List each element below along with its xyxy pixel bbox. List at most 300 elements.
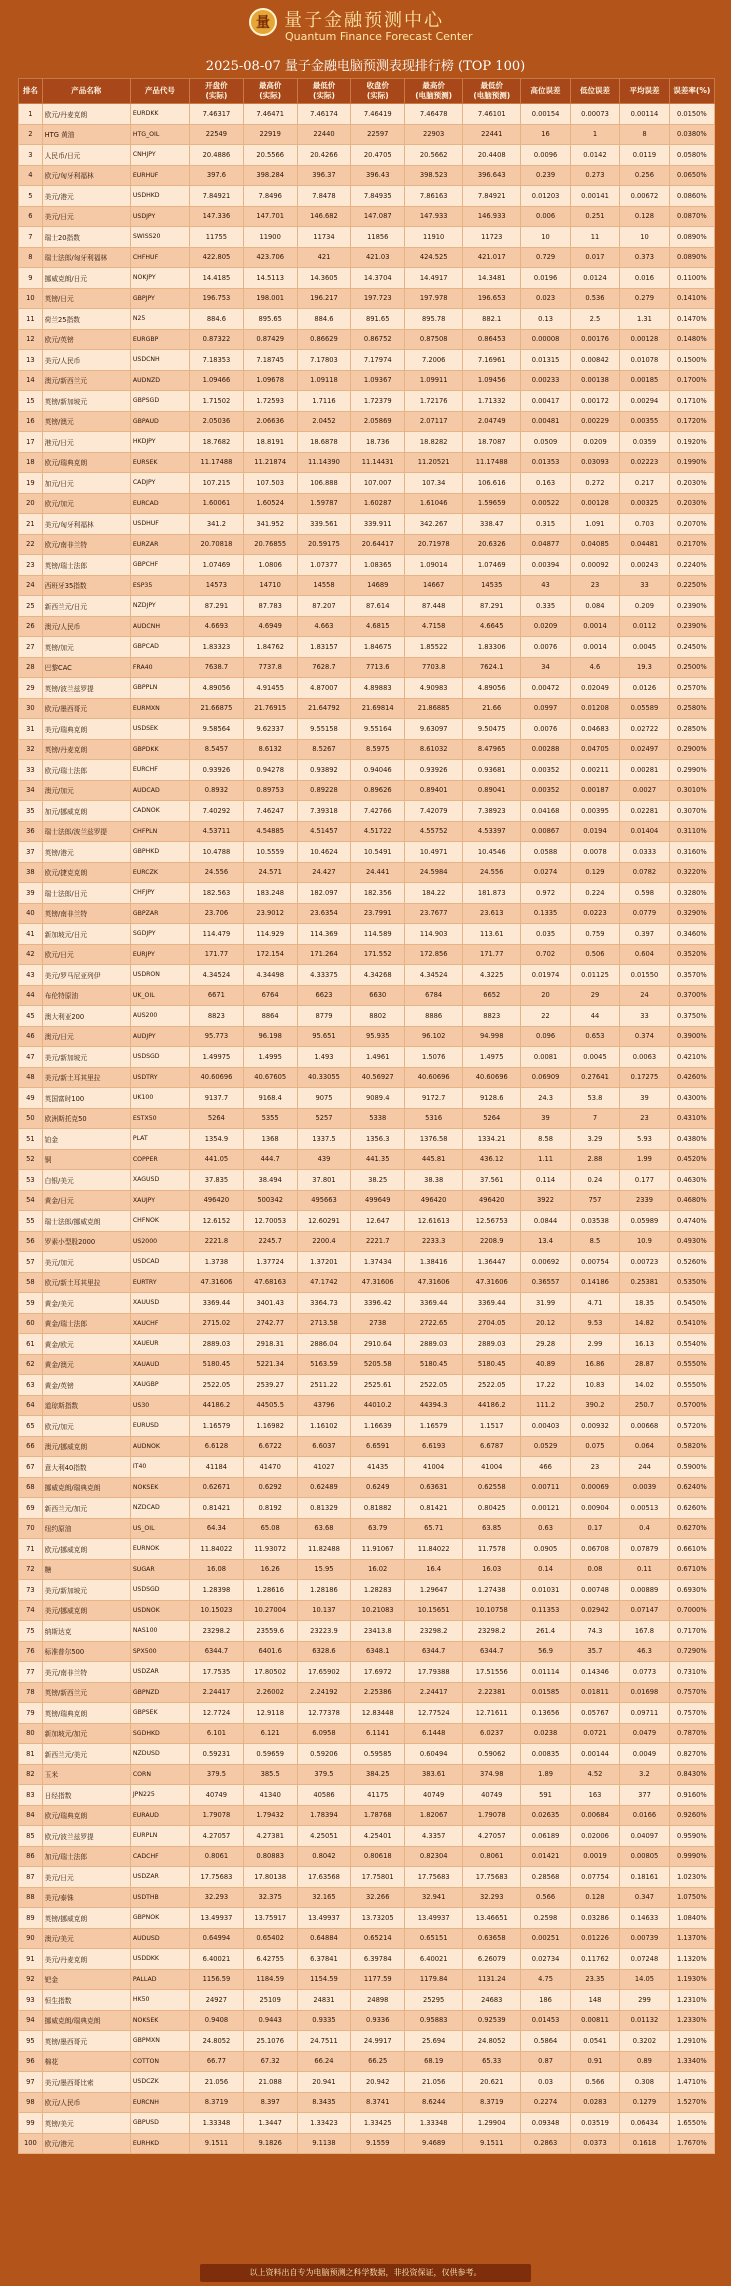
cell-err-pct: 0.2030%: [669, 493, 714, 514]
cell-rank: 72: [19, 1559, 43, 1580]
cell-code: EURPLN: [130, 1826, 189, 1847]
cell-pred-high: 12.77524: [405, 1703, 463, 1724]
cell-err-avg: 14.05: [620, 1969, 669, 1990]
cell-pred-low: 23.613: [463, 903, 521, 924]
cell-pred-high: 0.95883: [405, 2010, 463, 2031]
cell-err-avg: 0.05989: [620, 1211, 669, 1232]
cell-code: EURHUF: [130, 165, 189, 186]
cell-close: 7.17974: [351, 350, 405, 371]
cell-rank: 5: [19, 186, 43, 207]
table-row: [19, 760, 715, 781]
cell-name: 棉花: [42, 2051, 130, 2072]
table-row: [19, 411, 715, 432]
cell-pred-high: 8.6244: [405, 2092, 463, 2113]
cell-err-high: 0.239: [521, 165, 570, 186]
footer-disclaimer: 以上资料出自专为电脑预测之科学数据，非投资保证，仅供参考。: [200, 2264, 531, 2282]
cell-err-avg: 0.374: [620, 1026, 669, 1047]
cell-name: 澳元/日元: [42, 1026, 130, 1047]
cell-high: 1.37724: [243, 1252, 297, 1273]
cell-pred-low: 9.50475: [463, 719, 521, 740]
cell-err-pct: 0.3750%: [669, 1006, 714, 1027]
cell-high: 1.84762: [243, 637, 297, 658]
cell-pred-high: 21.056: [405, 2072, 463, 2093]
cell-pred-high: 2.07117: [405, 411, 463, 432]
cell-err-low: 0.0283: [570, 2092, 619, 2113]
table-row: [19, 1785, 715, 1806]
cell-err-pct: 0.5450%: [669, 1293, 714, 1314]
cell-high: 21.76915: [243, 698, 297, 719]
cell-err-high: 1.89: [521, 1764, 570, 1785]
cell-pred-low: 2522.05: [463, 1375, 521, 1396]
cell-code: JPN225: [130, 1785, 189, 1806]
cell-rank: 61: [19, 1334, 43, 1355]
cell-rank: 17: [19, 432, 43, 453]
cell-high: 114.929: [243, 924, 297, 945]
cell-close: 11.91067: [351, 1539, 405, 1560]
cell-err-avg: 0.06434: [620, 2113, 669, 2134]
cell-code: IT40: [130, 1457, 189, 1478]
cell-high: 40.67605: [243, 1067, 297, 1088]
cell-pred-low: 0.93681: [463, 760, 521, 781]
cell-high: 6.121: [243, 1723, 297, 1744]
cell-rank: 3: [19, 145, 43, 166]
cell-err-high: 0.03: [521, 2072, 570, 2093]
cell-rank: 83: [19, 1785, 43, 1806]
cell-close: 21.69814: [351, 698, 405, 719]
cell-name: 美元/匈牙利福林: [42, 514, 130, 535]
cell-pred-low: 8823: [463, 1006, 521, 1027]
cell-open: 884.6: [190, 309, 244, 330]
cell-close: 171.552: [351, 944, 405, 965]
cell-err-high: 0.00522: [521, 493, 570, 514]
table-row: [19, 1908, 715, 1929]
cell-open: 32.293: [190, 1887, 244, 1908]
cell-open: 1.79078: [190, 1805, 244, 1826]
cell-err-avg: 0.02497: [620, 739, 669, 760]
cell-rank: 42: [19, 944, 43, 965]
cell-pred-high: 184.22: [405, 883, 463, 904]
cell-low: 47.1742: [297, 1272, 351, 1293]
cell-close: 1177.59: [351, 1969, 405, 1990]
cell-err-pct: 0.2500%: [669, 657, 714, 678]
cell-err-pct: 0.1720%: [669, 411, 714, 432]
cell-err-avg: 0.18161: [620, 1867, 669, 1888]
title-english: Quantum Finance Forecast Center: [285, 30, 473, 43]
cell-err-high: 0.00692: [521, 1252, 570, 1273]
cell-err-low: 0.224: [570, 883, 619, 904]
cell-open: 14573: [190, 575, 244, 596]
cell-rank: 55: [19, 1211, 43, 1232]
cell-name: 挪威克朗/瑞典克朗: [42, 1477, 130, 1498]
cell-rank: 75: [19, 1621, 43, 1642]
cell-low: 0.93892: [297, 760, 351, 781]
cell-open: 21.66875: [190, 698, 244, 719]
cell-close: 18.736: [351, 432, 405, 453]
cell-err-pct: 1.2330%: [669, 2010, 714, 2031]
cell-err-high: 0.335: [521, 596, 570, 617]
cell-close: 9089.4: [351, 1088, 405, 1109]
cell-pred-low: 1.83306: [463, 637, 521, 658]
cell-err-pct: 1.2910%: [669, 2031, 714, 2052]
cell-high: 2.06636: [243, 411, 297, 432]
cell-err-high: 0.00481: [521, 411, 570, 432]
table-row: [19, 1723, 715, 1744]
cell-open: 1.09466: [190, 370, 244, 391]
cell-name: 标准普尔500: [42, 1641, 130, 1662]
table-row: [19, 842, 715, 863]
cell-rank: 21: [19, 514, 43, 535]
cell-err-avg: 0.0112: [620, 616, 669, 637]
cell-err-high: 0.096: [521, 1026, 570, 1047]
cell-err-high: 0.0997: [521, 698, 570, 719]
cell-err-avg: 0.00739: [620, 1928, 669, 1949]
table-row: [19, 1457, 715, 1478]
cell-code: XAUEUR: [130, 1334, 189, 1355]
cell-close: 0.81882: [351, 1498, 405, 1519]
cell-err-low: 0.08: [570, 1559, 619, 1580]
cell-low: 10.4624: [297, 842, 351, 863]
cell-high: 87.783: [243, 596, 297, 617]
cell-close: 147.087: [351, 206, 405, 227]
cell-err-low: 0.01811: [570, 1682, 619, 1703]
cell-code: N25: [130, 309, 189, 330]
cell-rank: 91: [19, 1949, 43, 1970]
cell-rank: 1: [19, 104, 43, 125]
cell-close: 2.25386: [351, 1682, 405, 1703]
cell-close: 38.25: [351, 1170, 405, 1191]
cell-rank: 86: [19, 1846, 43, 1867]
cell-name: 白银/美元: [42, 1170, 130, 1191]
cell-pred-high: 0.81421: [405, 1498, 463, 1519]
cell-rank: 54: [19, 1190, 43, 1211]
cell-err-avg: 0.01550: [620, 965, 669, 986]
cell-err-high: 0.00233: [521, 370, 570, 391]
cell-low: 6.6037: [297, 1436, 351, 1457]
cell-low: 7.8478: [297, 186, 351, 207]
cell-name: 日经指数: [42, 1785, 130, 1806]
cell-close: 20.64417: [351, 534, 405, 555]
cell-rank: 88: [19, 1887, 43, 1908]
cell-low: 63.68: [297, 1518, 351, 1539]
cell-name: 玉米: [42, 1764, 130, 1785]
cell-err-avg: 0.00243: [620, 555, 669, 576]
cell-err-pct: 1.0750%: [669, 1887, 714, 1908]
cell-low: 1.09118: [297, 370, 351, 391]
cell-err-low: 0.00144: [570, 1744, 619, 1765]
cell-code: PLAT: [130, 1129, 189, 1150]
cell-rank: 71: [19, 1539, 43, 1560]
cell-err-avg: 0.00294: [620, 391, 669, 412]
cell-err-high: 0.0196: [521, 268, 570, 289]
cell-pred-high: 8886: [405, 1006, 463, 1027]
cell-code: FRA40: [130, 657, 189, 678]
cell-low: 339.561: [297, 514, 351, 535]
cell-code: AUDNZD: [130, 370, 189, 391]
table-title: 2025-08-07 量子金融电脑预测表现排行榜 (TOP 100): [205, 59, 526, 74]
cell-high: 25109: [243, 1990, 297, 2011]
cell-pred-high: 342.267: [405, 514, 463, 535]
cell-err-low: 4.52: [570, 1764, 619, 1785]
cell-pred-high: 41004: [405, 1457, 463, 1478]
cell-err-low: 0.04085: [570, 534, 619, 555]
cell-name: 美元/新加坡元: [42, 1047, 130, 1068]
cell-close: 8802: [351, 1006, 405, 1027]
cell-rank: 36: [19, 821, 43, 842]
cell-high: 895.65: [243, 309, 297, 330]
cell-high: 1184.59: [243, 1969, 297, 1990]
cell-high: 9168.4: [243, 1088, 297, 1109]
cell-name: 黄金/澳元: [42, 1354, 130, 1375]
cell-pred-low: 11.17488: [463, 452, 521, 473]
cell-name: 西班牙35指数: [42, 575, 130, 596]
cell-err-high: 0.00121: [521, 1498, 570, 1519]
cell-pred-low: 12.56753: [463, 1211, 521, 1232]
cell-pred-high: 18.8282: [405, 432, 463, 453]
cell-err-low: 0.03093: [570, 452, 619, 473]
cell-low: 5257: [297, 1108, 351, 1129]
cell-open: 1.3738: [190, 1252, 244, 1273]
cell-high: 96.198: [243, 1026, 297, 1047]
cell-rank: 92: [19, 1969, 43, 1990]
cell-open: 23.706: [190, 903, 244, 924]
cell-name: 欧元/英镑: [42, 329, 130, 350]
cell-rank: 50: [19, 1108, 43, 1129]
table-row: [19, 493, 715, 514]
cell-pred-high: 2233.3: [405, 1231, 463, 1252]
cell-err-pct: 0.0380%: [669, 124, 714, 145]
cell-pred-high: 38.38: [405, 1170, 463, 1191]
cell-low: 20.941: [297, 2072, 351, 2093]
cell-err-pct: 0.5550%: [669, 1354, 714, 1375]
table-row: [19, 1826, 715, 1847]
cell-err-high: 43: [521, 575, 570, 596]
table-row: [19, 1231, 715, 1252]
cell-open: 64.34: [190, 1518, 244, 1539]
cell-pred-high: 12.61613: [405, 1211, 463, 1232]
cell-pred-low: 146.933: [463, 206, 521, 227]
cell-err-avg: 0.01698: [620, 1682, 669, 1703]
cell-err-pct: 0.5540%: [669, 1334, 714, 1355]
cell-rank: 62: [19, 1354, 43, 1375]
cell-err-high: 0.00394: [521, 555, 570, 576]
cell-err-pct: 0.2240%: [669, 555, 714, 576]
cell-pred-high: 0.82304: [405, 1846, 463, 1867]
cell-err-pct: 1.4710%: [669, 2072, 714, 2093]
cell-open: 107.215: [190, 473, 244, 494]
cell-close: 7713.6: [351, 657, 405, 678]
cell-err-high: 0.01031: [521, 1580, 570, 1601]
cell-rank: 28: [19, 657, 43, 678]
cell-close: 14689: [351, 575, 405, 596]
cell-high: 1.16982: [243, 1416, 297, 1437]
cell-open: 11.84022: [190, 1539, 244, 1560]
cell-high: 4.6949: [243, 616, 297, 637]
cell-pred-high: 65.71: [405, 1518, 463, 1539]
cell-low: 1.83157: [297, 637, 351, 658]
cell-err-low: 0.084: [570, 596, 619, 617]
cell-err-pct: 0.6610%: [669, 1539, 714, 1560]
cell-code: EURUSD: [130, 1416, 189, 1437]
cell-err-pct: 0.5410%: [669, 1313, 714, 1334]
cell-err-low: 0.02942: [570, 1600, 619, 1621]
cell-rank: 56: [19, 1231, 43, 1252]
cell-open: 16.08: [190, 1559, 244, 1580]
cell-high: 65.08: [243, 1518, 297, 1539]
cell-rank: 60: [19, 1313, 43, 1334]
cell-err-high: 0.2274: [521, 2092, 570, 2113]
cell-pred-high: 47.31606: [405, 1272, 463, 1293]
cell-code: GBPAUD: [130, 411, 189, 432]
cell-high: 0.94278: [243, 760, 297, 781]
cell-name: 罗素小型股2000: [42, 1231, 130, 1252]
cell-close: 0.89626: [351, 780, 405, 801]
cell-err-pct: 0.0890%: [669, 247, 714, 268]
cell-low: 421: [297, 247, 351, 268]
cell-low: 4.51457: [297, 821, 351, 842]
cell-pred-low: 47.31606: [463, 1272, 521, 1293]
cell-rank: 13: [19, 350, 43, 371]
cell-err-low: 0.00211: [570, 760, 619, 781]
cell-open: 12.7724: [190, 1703, 244, 1724]
table-row: [19, 1272, 715, 1293]
cell-code: SPX500: [130, 1641, 189, 1662]
cell-err-pct: 0.4310%: [669, 1108, 714, 1129]
cell-high: 0.65402: [243, 1928, 297, 1949]
cell-err-high: 1.11: [521, 1149, 570, 1170]
cell-high: 9.1826: [243, 2133, 297, 2154]
cell-close: 5338: [351, 1108, 405, 1129]
cell-open: 147.336: [190, 206, 244, 227]
cell-pred-high: 20.5662: [405, 145, 463, 166]
col-code: 产品代号: [130, 79, 189, 104]
cell-pred-low: 421.017: [463, 247, 521, 268]
cell-low: 114.369: [297, 924, 351, 945]
cell-pred-low: 8.3719: [463, 2092, 521, 2113]
cell-err-avg: 16.13: [620, 1334, 669, 1355]
cell-err-avg: 0.00114: [620, 104, 669, 125]
table-row: [19, 1436, 715, 1457]
cell-err-low: 2.88: [570, 1149, 619, 1170]
cell-err-avg: 0.3202: [620, 2031, 669, 2052]
cell-open: 5180.45: [190, 1354, 244, 1375]
cell-open: 44186.2: [190, 1395, 244, 1416]
cell-err-avg: 0.17275: [620, 1067, 669, 1088]
cell-err-high: 0.04877: [521, 534, 570, 555]
cell-err-avg: 33: [620, 575, 669, 596]
cell-err-pct: 0.6270%: [669, 1518, 714, 1539]
cell-pred-high: 14667: [405, 575, 463, 596]
cell-err-pct: 0.5550%: [669, 1375, 714, 1396]
cell-low: 6.0958: [297, 1723, 351, 1744]
cell-low: 20.4266: [297, 145, 351, 166]
cell-code: EURMXN: [130, 698, 189, 719]
cell-low: 14558: [297, 575, 351, 596]
cell-err-pct: 0.2250%: [669, 575, 714, 596]
cell-close: 1.72379: [351, 391, 405, 412]
cell-open: 114.479: [190, 924, 244, 945]
cell-open: 21.056: [190, 2072, 244, 2093]
cell-close: 197.723: [351, 288, 405, 309]
table-row: [19, 206, 715, 227]
cell-close: 384.25: [351, 1764, 405, 1785]
cell-low: 20.59175: [297, 534, 351, 555]
cell-high: 183.248: [243, 883, 297, 904]
cell-err-low: 0.0019: [570, 1846, 619, 1867]
cell-err-low: 0.07754: [570, 1867, 619, 1888]
cell-err-avg: 0.04097: [620, 1826, 669, 1847]
cell-name: 瑞士20指数: [42, 227, 130, 248]
cell-pred-low: 20.4408: [463, 145, 521, 166]
cell-pred-low: 1.4975: [463, 1047, 521, 1068]
cell-pred-low: 113.61: [463, 924, 521, 945]
cell-open: 397.6: [190, 165, 244, 186]
cell-open: 40.60696: [190, 1067, 244, 1088]
cell-high: 1.60524: [243, 493, 297, 514]
cell-err-high: 0.04168: [521, 801, 570, 822]
cell-name: 英镑/日元: [42, 288, 130, 309]
col-err-avg: 平均误差: [620, 79, 669, 104]
table-row: [19, 1129, 715, 1150]
cell-low: 7628.7: [297, 657, 351, 678]
cell-err-avg: 0.0063: [620, 1047, 669, 1068]
cell-close: 396.43: [351, 165, 405, 186]
cell-open: 4.34524: [190, 965, 244, 986]
cell-pred-high: 7.46478: [405, 104, 463, 125]
cell-err-high: 0.01421: [521, 1846, 570, 1867]
cell-code: AUDCAD: [130, 780, 189, 801]
cell-close: 16.02: [351, 1559, 405, 1580]
cell-err-pct: 1.1930%: [669, 1969, 714, 1990]
cell-err-high: 0.00352: [521, 760, 570, 781]
table-row: [19, 329, 715, 350]
cell-pred-low: 13.46651: [463, 1908, 521, 1929]
cell-err-avg: 299: [620, 1990, 669, 2011]
cell-low: 0.86629: [297, 329, 351, 350]
cell-pred-high: 40749: [405, 1785, 463, 1806]
cell-err-low: 0.536: [570, 288, 619, 309]
cell-err-high: 20.12: [521, 1313, 570, 1334]
cell-err-avg: 0.347: [620, 1887, 669, 1908]
cell-close: 17.6972: [351, 1662, 405, 1683]
cell-pred-high: 23.7677: [405, 903, 463, 924]
cell-high: 0.89753: [243, 780, 297, 801]
cell-err-high: 22: [521, 1006, 570, 1027]
cell-open: 37.835: [190, 1170, 244, 1191]
cell-open: 0.59231: [190, 1744, 244, 1765]
cell-pred-high: 40.60696: [405, 1067, 463, 1088]
cell-rank: 66: [19, 1436, 43, 1457]
cell-err-avg: 10: [620, 227, 669, 248]
cell-err-low: 0.01208: [570, 698, 619, 719]
cell-err-low: 0.00684: [570, 1805, 619, 1826]
cell-close: 1.4961: [351, 1047, 405, 1068]
cell-pred-low: 7.38923: [463, 801, 521, 822]
cell-pred-high: 1.38416: [405, 1252, 463, 1273]
cell-err-avg: 2339: [620, 1190, 669, 1211]
cell-err-avg: 0.209: [620, 596, 669, 617]
cell-err-avg: 0.373: [620, 247, 669, 268]
cell-high: 7.46247: [243, 801, 297, 822]
cell-err-avg: 0.00889: [620, 1580, 669, 1601]
cell-open: 1.71502: [190, 391, 244, 412]
cell-rank: 45: [19, 1006, 43, 1027]
cell-err-pct: 0.3700%: [669, 985, 714, 1006]
cell-err-avg: 0.11: [620, 1559, 669, 1580]
cell-high: 4.54885: [243, 821, 297, 842]
table-row: [19, 1703, 715, 1724]
cell-code: HK50: [130, 1990, 189, 2011]
cell-close: 10.5491: [351, 842, 405, 863]
